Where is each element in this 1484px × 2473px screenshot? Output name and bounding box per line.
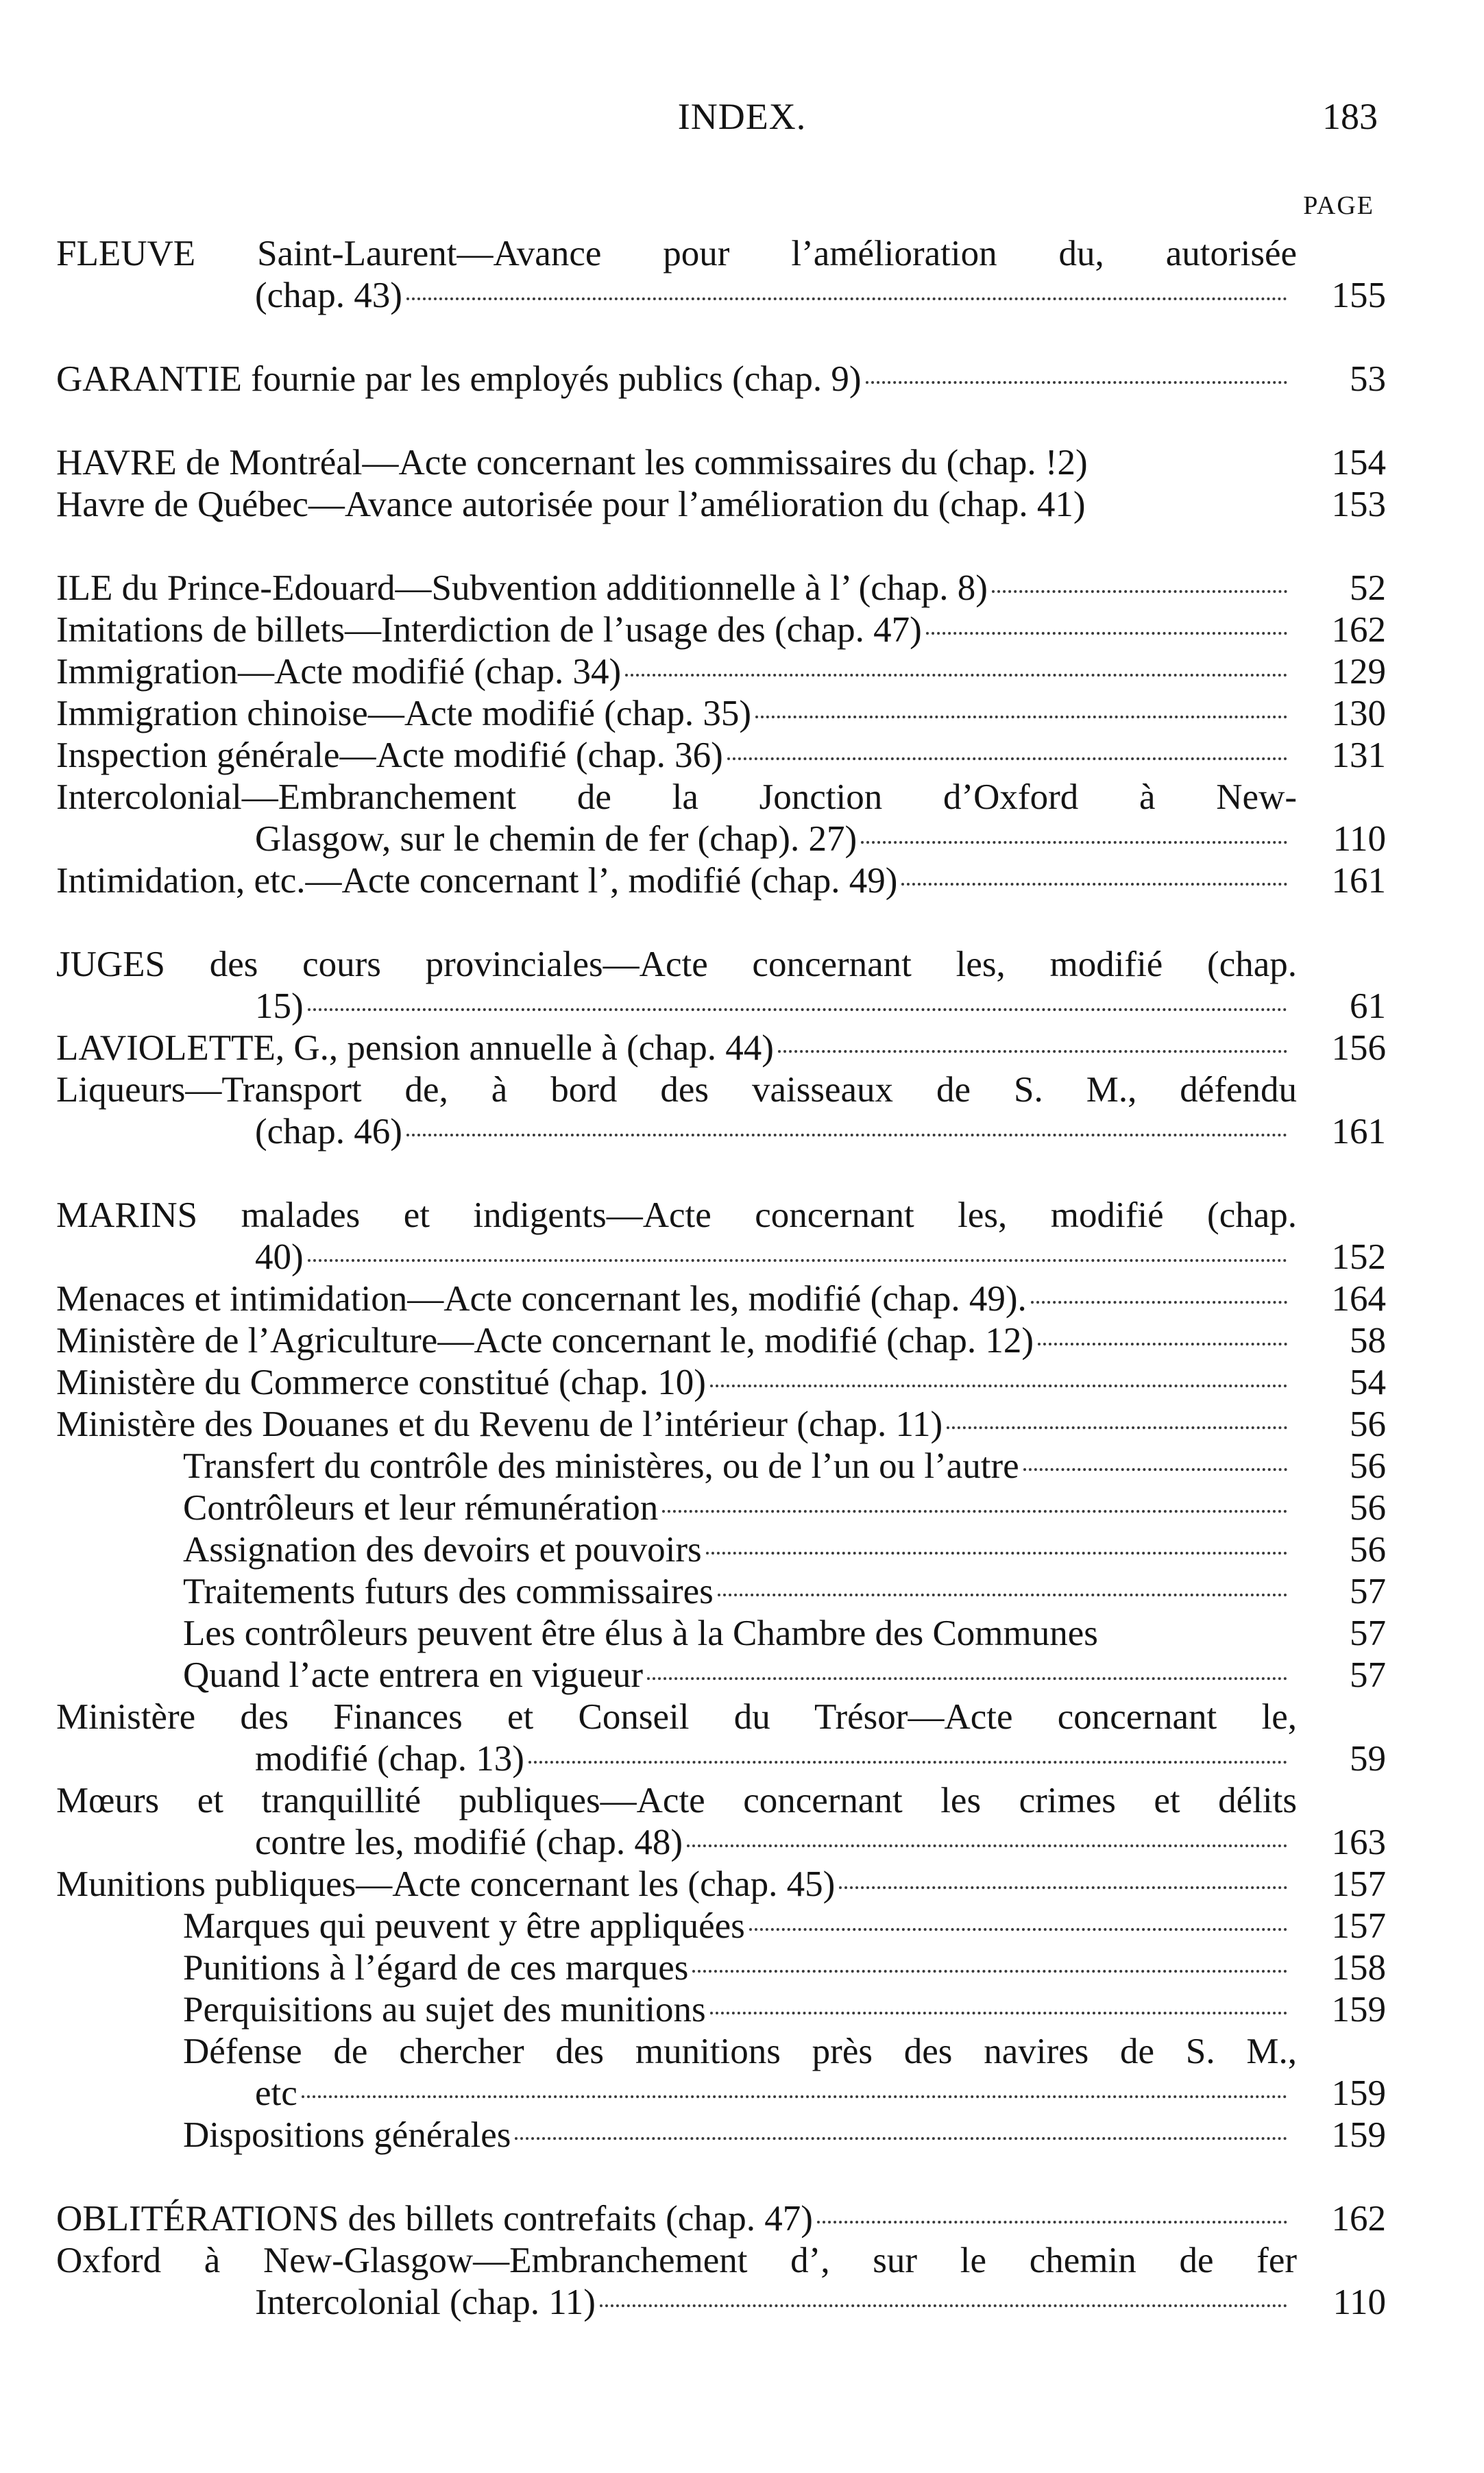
entry-text: Intimidation, etc.—Acte concernant l’, modifié (chap. 49) [56, 861, 898, 901]
entry-text: Menaces et intimidation—Acte concernant les, modifié (chap. 49). [56, 1279, 1027, 1319]
entry-page: 58 [1350, 1321, 1386, 1361]
dot-leader [727, 757, 1287, 760]
dot-leader [749, 1928, 1287, 1931]
entry-text: Inspection générale—Acte modifié (chap. 36) [56, 735, 723, 775]
index-entry [56, 1362, 1386, 1404]
page-number: 183 [1322, 96, 1378, 137]
entry-text: Liqueurs—Transport de, à bord des vaisseaux de S. M., défendu [56, 1070, 1297, 1110]
entry-page: 56 [1350, 1446, 1386, 1486]
entry-page: 57 [1350, 1572, 1386, 1611]
index-entry [56, 1278, 1386, 1320]
entry-text: JUGES des cours provinciales—Acte concernant les, modifié (chap. [56, 945, 1297, 984]
entry-page: 152 [1331, 1237, 1386, 1277]
entry-page: 59 [1350, 1739, 1386, 1779]
entry-text: MARINS malades et indigents—Acte concernant les, modifié (chap. [56, 1195, 1297, 1235]
index-entry [56, 1864, 1386, 1905]
dot-leader [687, 1844, 1287, 1847]
entry-page: 162 [1331, 610, 1386, 650]
entry-page: 159 [1331, 2115, 1386, 2155]
entry-text: Dispositions générales [183, 2115, 511, 2155]
running-header [0, 96, 1484, 144]
index-subentry [56, 1487, 1386, 1529]
index-subentry [56, 2115, 1386, 2156]
entry-page: 163 [1331, 1823, 1386, 1862]
entry-page: 159 [1331, 2073, 1386, 2113]
entry-page: 57 [1350, 1613, 1386, 1653]
dot-leader [308, 1259, 1287, 1262]
entry-page: 52 [1350, 568, 1386, 608]
index-subentry [56, 1529, 1386, 1571]
entry-page: 56 [1350, 1488, 1386, 1528]
index-entry [56, 944, 1386, 1027]
entry-page: 158 [1331, 1948, 1386, 1988]
entry-page: 161 [1331, 1112, 1386, 1152]
index-entry [56, 735, 1386, 777]
entry-text: Marques qui peuvent y être appliquées [183, 1906, 745, 1946]
index-entry [56, 1780, 1386, 1864]
entry-page: 164 [1331, 1279, 1386, 1319]
dot-leader [406, 1134, 1287, 1136]
entry-text-cont: Intercolonial (chap. 11) [255, 2282, 596, 2322]
dot-leader [1031, 1301, 1287, 1304]
dot-leader [901, 883, 1287, 886]
entry-text: Quand l’acte entrera en vigueur [183, 1655, 643, 1695]
index-subentry [56, 1571, 1386, 1613]
dot-leader [926, 632, 1287, 635]
entry-text: Intercolonial—Embranchement de la Jonction d’Oxford à New- [56, 777, 1297, 817]
entry-text-cont: modifié (chap. 13) [255, 1739, 524, 1779]
entry-page: 155 [1331, 276, 1386, 315]
entry-page: 157 [1331, 1864, 1386, 1904]
entry-text-cont: (chap. 46) [255, 1112, 402, 1152]
entry-text: Oxford à New-Glasgow—Embranchement d’, sur le chemin de fer [56, 2241, 1297, 2280]
dot-leader [817, 2221, 1287, 2224]
entry-text: ILE du Prince-Edouard—Subvention additionnelle à l’ (chap. 8) [56, 568, 988, 608]
index-entry [56, 358, 1386, 400]
entry-page: 110 [1333, 2282, 1386, 2322]
entry-page: 129 [1331, 652, 1386, 692]
dot-leader [778, 1050, 1287, 1053]
entry-text: Mœurs et tranquillité publiques—Acte concernant les crimes et délits [56, 1781, 1297, 1820]
dot-leader [692, 1970, 1287, 1973]
entry-page: 156 [1331, 1028, 1386, 1068]
entry-text: FLEUVE Saint-Laurent—Avance pour l’amélioration du, autorisée [56, 234, 1297, 273]
index-subentry [56, 1905, 1386, 1947]
dot-leader [947, 1426, 1287, 1429]
entry-text-cont: contre les, modifié (chap. 48) [255, 1823, 683, 1862]
dot-leader [302, 2095, 1287, 2098]
index-entry [56, 860, 1386, 902]
entry-text: Havre de Québec—Avance autorisée pour l’amélioration du (chap. 41) [56, 485, 1086, 524]
entry-page: 110 [1333, 819, 1386, 859]
dot-leader [710, 1385, 1287, 1387]
entry-text: LAVIOLETTE, G., pension annuelle à (chap. 44) [56, 1028, 774, 1068]
entry-page: 161 [1331, 861, 1386, 901]
index-entry [56, 484, 1386, 526]
dot-leader [866, 381, 1287, 384]
index-entry [56, 1404, 1386, 1446]
dot-leader [515, 2137, 1287, 2140]
entry-text: Munitions publiques—Acte concernant les (chap. 45) [56, 1864, 836, 1904]
entry-text: Immigration chinoise—Acte modifié (chap. 35) [56, 694, 752, 733]
dot-leader [528, 1761, 1287, 1764]
index-subentry [56, 1947, 1386, 1989]
index-entry [56, 777, 1386, 860]
entry-page: 54 [1350, 1363, 1386, 1402]
entry-page: 130 [1331, 694, 1386, 733]
dot-leader [625, 674, 1287, 677]
index-entry [56, 233, 1386, 317]
dot-leader [710, 2012, 1287, 2014]
dot-leader [662, 1510, 1287, 1513]
entry-text: Transfert du contrôle des ministères, ou de l’un ou l’autre [183, 1446, 1019, 1486]
dot-leader [755, 716, 1287, 718]
index-entry [56, 2198, 1386, 2240]
entry-page: 56 [1350, 1530, 1386, 1570]
dot-leader [706, 1552, 1287, 1555]
dot-leader [308, 1008, 1287, 1011]
entry-text: Défense de chercher des munitions près des navires de S. M., [183, 2032, 1297, 2071]
index-entry [56, 693, 1386, 735]
dot-leader [861, 841, 1287, 844]
entry-text: Contrôleurs et leur rémunération [183, 1488, 659, 1528]
dot-leader [718, 1594, 1287, 1596]
index-entry [56, 1696, 1386, 1780]
index-entry [56, 568, 1386, 609]
entry-text: Imitations de billets—Interdiction de l’usage des (chap. 47) [56, 610, 922, 650]
entry-text: Les contrôleurs peuvent être élus à la Chambre des Communes [183, 1613, 1098, 1653]
entry-page: 53 [1350, 359, 1386, 399]
entry-page: 57 [1350, 1655, 1386, 1695]
entry-page: 131 [1331, 735, 1386, 775]
index-entry [56, 1027, 1386, 1069]
index-entry [56, 2240, 1386, 2324]
entry-text-cont: 15) [255, 986, 304, 1026]
entry-text: Ministère du Commerce constitué (chap. 10) [56, 1363, 706, 1402]
entry-text: Traitements futurs des commissaires [183, 1572, 714, 1611]
index-entry [56, 1195, 1386, 1278]
entry-text-cont: Glasgow, sur le chemin de fer (chap). 27) [255, 819, 857, 859]
entry-text: Punitions à l’égard de ces marques [183, 1948, 689, 1988]
index-subentry [56, 2031, 1386, 2115]
entry-text: OBLITÉRATIONS des billets contrefaits (chap. 47) [56, 2199, 813, 2239]
entry-text: Immigration—Acte modifié (chap. 34) [56, 652, 622, 692]
dot-leader [600, 2304, 1287, 2307]
index-subentry [56, 1613, 1386, 1655]
index-entry [56, 1320, 1386, 1362]
entry-text: Assignation des devoirs et pouvoirs [183, 1530, 702, 1570]
index-subentry [56, 1446, 1386, 1487]
entry-page: 159 [1331, 1990, 1386, 2030]
entry-page: 162 [1331, 2199, 1386, 2239]
entry-text: GARANTIE fournie par les employés publics (chap. 9) [56, 359, 862, 399]
entry-text: HAVRE de Montréal—Acte concernant les commissaires du (chap. !2) [56, 443, 1088, 483]
dot-leader [406, 297, 1287, 300]
index-entry [56, 651, 1386, 693]
index-entry [56, 442, 1386, 484]
entry-text-cont: 40) [255, 1237, 304, 1277]
entry-page: 153 [1331, 485, 1386, 524]
entry-text-cont: (chap. 43) [255, 276, 402, 315]
dot-leader [839, 1886, 1287, 1889]
dot-leader [647, 1677, 1287, 1680]
entry-text-cont: etc [255, 2073, 297, 2113]
dot-leader [1023, 1468, 1287, 1471]
entry-text: Ministère des Douanes et du Revenu de l’intérieur (chap. 11) [56, 1404, 943, 1444]
index-subentry [56, 1655, 1386, 1696]
index-body [56, 233, 1386, 2324]
entry-page: 61 [1350, 986, 1386, 1026]
page-column-label: PAGE [1303, 191, 1374, 220]
entry-page: 154 [1331, 443, 1386, 483]
entry-text: Perquisitions au sujet des munitions [183, 1990, 706, 2030]
dot-leader [1038, 1343, 1287, 1345]
entry-page: 157 [1331, 1906, 1386, 1946]
entry-text: Ministère des Finances et Conseil du Trésor—Acte concernant le, [56, 1697, 1297, 1737]
entry-text: Ministère de l’Agriculture—Acte concernant le, modifié (chap. 12) [56, 1321, 1034, 1361]
index-entry [56, 1069, 1386, 1153]
dot-leader [992, 590, 1287, 593]
index-subentry [56, 1989, 1386, 2031]
page-title: INDEX. [677, 96, 807, 137]
entry-page: 56 [1350, 1404, 1386, 1444]
index-entry [56, 609, 1386, 651]
